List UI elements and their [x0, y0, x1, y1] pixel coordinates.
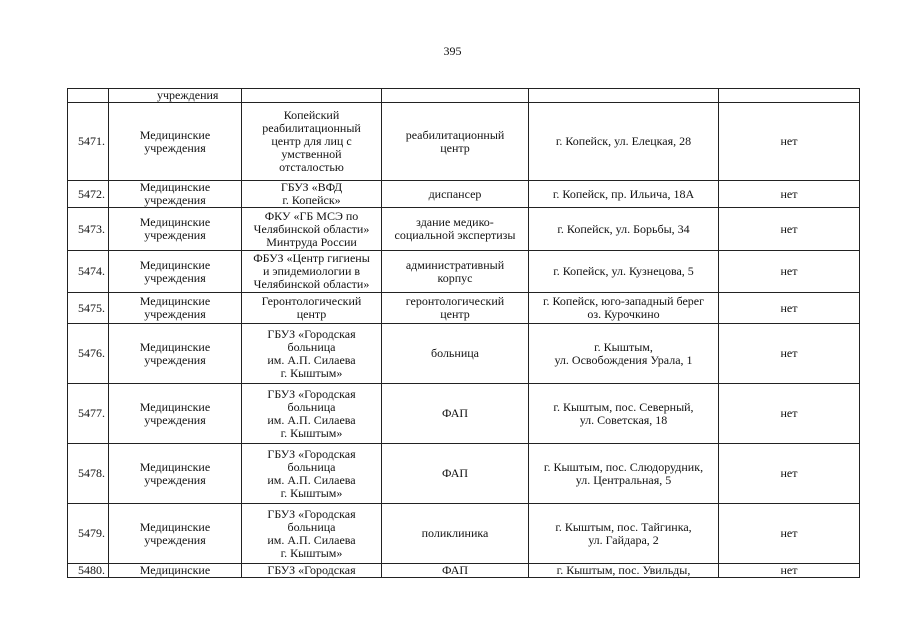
cell-address: г. Кыштым, пос. Слюдорудник, ул. Центральная, 5	[529, 444, 719, 504]
cell-institution-name: ГБУЗ «Городская больница им. А.П. Силаева г. Кыштым»	[242, 324, 382, 384]
cell-note: нет	[719, 251, 860, 293]
cell-object-type: поликлиника	[382, 504, 529, 564]
cell-institution-type: Медицинские учреждения	[109, 444, 242, 504]
cell-note: нет	[719, 208, 860, 251]
cell-number: 5474.	[68, 251, 109, 293]
table-row	[68, 293, 860, 324]
cell-institution-type: Медицинские учреждения	[109, 384, 242, 444]
cell-institution-type: Медицинские учреждения	[109, 181, 242, 208]
cell-object-type: диспансер	[382, 181, 529, 208]
cell-number: 5475.	[68, 293, 109, 324]
table-row-continuation	[68, 89, 860, 103]
cell-address: г. Кыштым, пос. Тайгинка, ул. Гайдара, 2	[529, 504, 719, 564]
table-row	[68, 324, 860, 384]
cell-institution-name: Геронтологический центр	[242, 293, 382, 324]
cell-address: г. Копейск, пр. Ильича, 18А	[529, 181, 719, 208]
cell-note: нет	[719, 324, 860, 384]
cell-note: нет	[719, 384, 860, 444]
cell-institution-name: ГБУЗ «Городская больница им. А.П. Силаева г. Кыштым»	[242, 444, 382, 504]
cell-institution-type: учреждения	[109, 89, 242, 103]
cell-institution-type: Медицинские	[109, 564, 242, 578]
cell-address: г. Кыштым, пос. Увильды,	[529, 564, 719, 578]
cell-note: нет	[719, 504, 860, 564]
cell-institution-type: Медицинские учреждения	[109, 103, 242, 181]
cell-address: г. Копейск, ул. Борьбы, 34	[529, 208, 719, 251]
cell-number: 5472.	[68, 181, 109, 208]
cell-note: нет	[719, 564, 860, 578]
cell-object-type: ФАП	[382, 564, 529, 578]
cell-address: г. Кыштым, пос. Северный, ул. Советская, 18	[529, 384, 719, 444]
page-number: 395	[443, 44, 462, 58]
cell-number: 5478.	[68, 444, 109, 504]
cell-number: 5471.	[68, 103, 109, 181]
cell-object-type: больница	[382, 324, 529, 384]
cell-institution-name: ГБУЗ «ВФД г. Копейск»	[242, 181, 382, 208]
registry-table	[67, 88, 860, 578]
cell-object-type: здание медико- социальной экспертизы	[382, 208, 529, 251]
cell-address: г. Кыштым, ул. Освобождения Урала, 1	[529, 324, 719, 384]
cell-number	[68, 89, 109, 103]
table-row	[68, 384, 860, 444]
table-row	[68, 504, 860, 564]
cell-institution-name	[242, 89, 382, 103]
cell-number: 5479.	[68, 504, 109, 564]
table-row	[68, 444, 860, 504]
cell-institution-name: ГБУЗ «Городская больница им. А.П. Силаева г. Кыштым»	[242, 504, 382, 564]
cell-object-type: реабилитационный центр	[382, 103, 529, 181]
table-row	[68, 103, 860, 181]
cell-institution-type: Медицинские учреждения	[109, 251, 242, 293]
cell-address: г. Копейск, ул. Кузнецова, 5	[529, 251, 719, 293]
table-row	[68, 208, 860, 251]
cell-note: нет	[719, 181, 860, 208]
cell-note: нет	[719, 444, 860, 504]
cell-institution-type: Медицинские учреждения	[109, 504, 242, 564]
cell-number: 5473.	[68, 208, 109, 251]
cell-address	[529, 89, 719, 103]
cell-institution-name: ГБУЗ «Городская больница им. А.П. Силаева г. Кыштым»	[242, 384, 382, 444]
cell-institution-type: Медицинские учреждения	[109, 208, 242, 251]
cell-object-type: ФАП	[382, 444, 529, 504]
cell-institution-type: Медицинские учреждения	[109, 324, 242, 384]
cell-institution-name: Копейский реабилитационный центр для лиц с умственной отсталостью	[242, 103, 382, 181]
table-row	[68, 181, 860, 208]
table-row	[68, 251, 860, 293]
cell-number: 5476.	[68, 324, 109, 384]
cell-address: г. Копейск, юго-западный берег оз. Курочкино	[529, 293, 719, 324]
cell-object-type: ФАП	[382, 384, 529, 444]
cell-object-type	[382, 89, 529, 103]
cell-note: нет	[719, 103, 860, 181]
cell-institution-name: ФБУЗ «Центр гигиены и эпидемиологии в Челябинской области»	[242, 251, 382, 293]
cell-number: 5477.	[68, 384, 109, 444]
cell-object-type: административный корпус	[382, 251, 529, 293]
cell-address: г. Копейск, ул. Елецкая, 28	[529, 103, 719, 181]
cell-institution-name: ФКУ «ГБ МСЭ по Челябинской области» Минтруда России	[242, 208, 382, 251]
cell-institution-type: Медицинские учреждения	[109, 293, 242, 324]
cell-object-type: геронтологический центр	[382, 293, 529, 324]
cell-note: нет	[719, 293, 860, 324]
table-row	[68, 564, 860, 578]
cell-institution-name: ГБУЗ «Городская	[242, 564, 382, 578]
cell-number: 5480.	[68, 564, 109, 578]
cell-note	[719, 89, 860, 103]
